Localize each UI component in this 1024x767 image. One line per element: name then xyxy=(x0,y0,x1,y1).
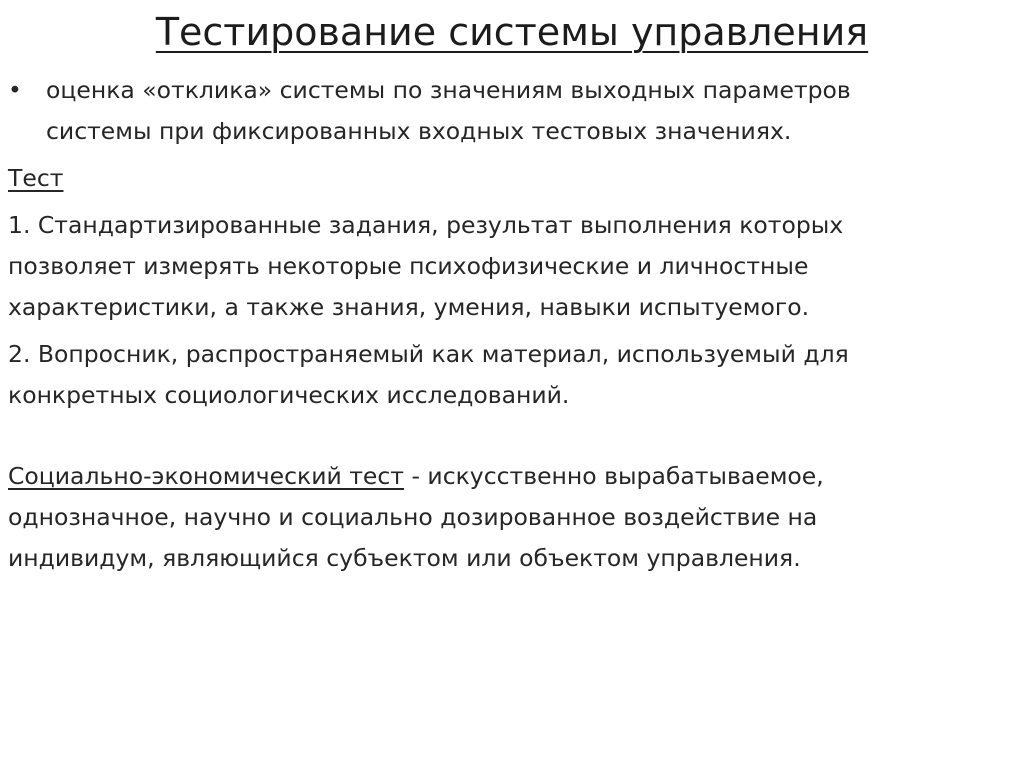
definition-line-1 xyxy=(8,456,1014,497)
slide-content xyxy=(8,70,1014,579)
bullet-mark-icon: • xyxy=(8,76,22,104)
bullet-item xyxy=(8,70,1014,152)
definition-line-2: однозначное, научно и социально дозированное воздействие на xyxy=(8,503,818,531)
spacer xyxy=(8,416,1014,456)
bullet-line-1: оценка «отклика» системы по значениям выходных параметров xyxy=(46,76,851,104)
test-heading: Тест xyxy=(8,164,64,192)
slide-title: Тестирование системы управления xyxy=(155,10,869,54)
item2-line-2: конкретных социологических исследований. xyxy=(8,381,570,409)
definition-term: Социально-экономический тест xyxy=(8,462,404,490)
item1-line-3: характеристики, а также знания, умения, навыки испытуемого. xyxy=(8,293,810,321)
bullet-line-2: системы при фиксированных входных тестовых значениях. xyxy=(46,117,792,145)
list-item-2 xyxy=(8,334,1014,416)
list-item-1 xyxy=(8,205,1014,328)
definition-first-line-rest: - искусственно вырабатываемое, xyxy=(404,462,824,490)
definition-paragraph xyxy=(8,456,1014,579)
item1-line-2: позволяет измерять некоторые психофизические и личностные xyxy=(8,252,809,280)
item1-line-1: 1. Стандартизированные задания, результат выполнения которых xyxy=(8,211,844,239)
definition-line-3: индивидум, являющийся субъектом или объектом управления. xyxy=(8,544,801,572)
item2-line-1: 2. Вопросник, распространяемый как материал, используемый для xyxy=(8,340,849,368)
